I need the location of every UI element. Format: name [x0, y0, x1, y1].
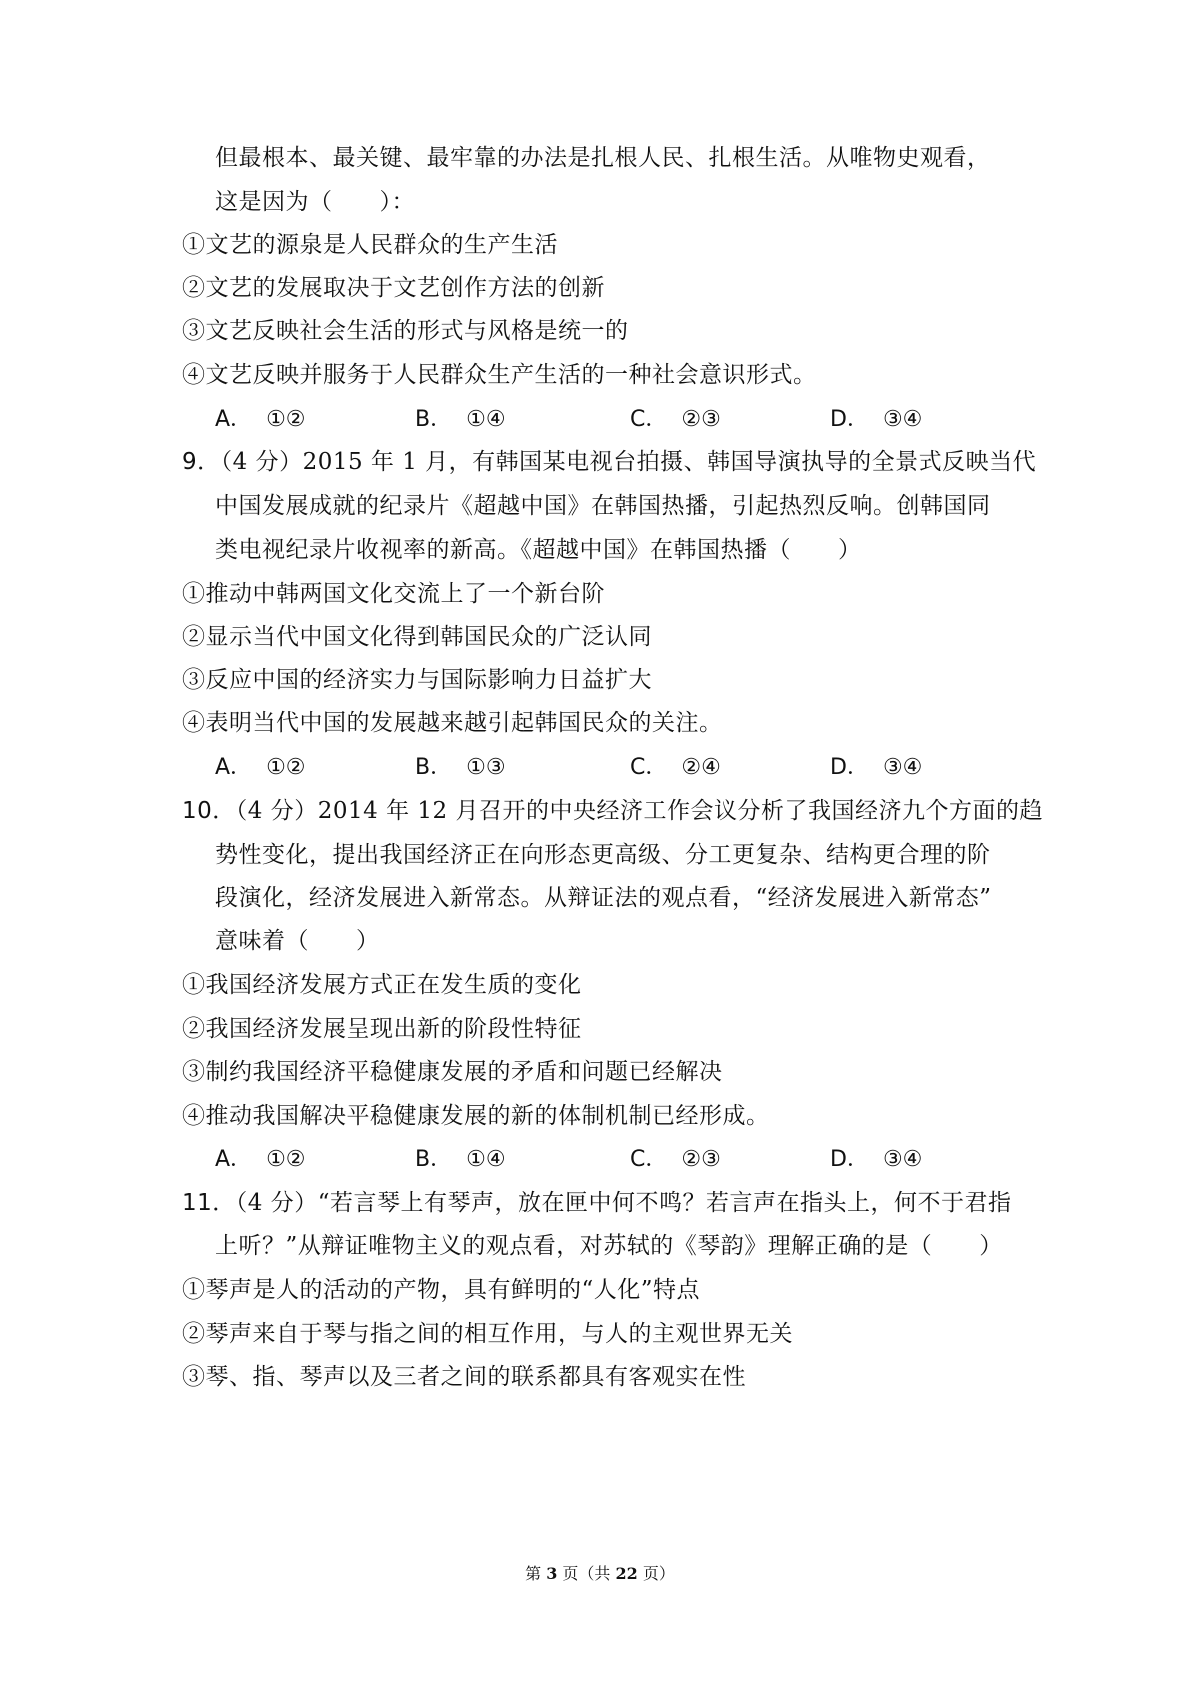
- q8-option-d[interactable]: D． ③④: [830, 407, 923, 432]
- q10-stem-line-2: 势性变化，提出我国经济正在向形态更高级、分工更复杂、结构更合理的阶: [215, 842, 991, 868]
- total-page-count: 22: [615, 1564, 638, 1583]
- q8-item-3: ③文艺反映社会生活的形式与风格是统一的: [182, 318, 629, 344]
- q8-option-a[interactable]: A． ①②: [215, 407, 306, 432]
- q10-item-3: ③制约我国经济平稳健康发展的矛盾和问题已经解决: [182, 1059, 723, 1085]
- q11-item-2: ②琴声来自于琴与指之间的相互作用，与人的主观世界无关: [182, 1321, 793, 1347]
- q11-stem-line-2: 上听？”从辩证唯物主义的观点看，对苏轼的《琴韵》理解正确的是（ ）: [215, 1233, 1003, 1259]
- q10-stem-line-4: 意味着（ ）: [215, 928, 380, 954]
- q10-stem-line-1: 10．（4 分）2014 年 12 月召开的中央经济工作会议分析了我国经济九个方面的趋: [182, 798, 1043, 824]
- q8-item-4: ④文艺反映并服务于人民群众生产生活的一种社会意识形式。: [182, 362, 817, 388]
- q9-stem-line-3: 类电视纪录片收视率的新高。《超越中国》在韩国热播（ ）: [215, 537, 862, 563]
- q11-number: 11．: [182, 1190, 236, 1216]
- q9-item-3: ③反应中国的经济实力与国际影响力日益扩大: [182, 667, 652, 693]
- q8-option-b[interactable]: B． ①④: [415, 407, 506, 432]
- q11-item-3: ③琴、指、琴声以及三者之间的联系都具有客观实在性: [182, 1364, 746, 1390]
- q8-item-2: ②文艺的发展取决于文艺创作方法的创新: [182, 275, 605, 301]
- q10-item-1: ①我国经济发展方式正在发生质的变化: [182, 972, 582, 998]
- q9-option-b[interactable]: B． ①③: [415, 755, 506, 780]
- q8-options: [215, 405, 975, 435]
- q10-item-4: ④推动我国解决平稳健康发展的新的体制机制已经形成。: [182, 1103, 770, 1129]
- q9-option-c[interactable]: C． ②④: [630, 755, 721, 780]
- q8-option-c[interactable]: C． ②③: [630, 407, 721, 432]
- q9-option-d[interactable]: D． ③④: [830, 755, 923, 780]
- q8-stem-line-1: 但最根本、最关键、最牢靠的办法是扎根人民、扎根生活。从唯物史观看，: [215, 145, 991, 171]
- q10-item-2: ②我国经济发展呈现出新的阶段性特征: [182, 1016, 582, 1042]
- q10-options: [215, 1145, 975, 1175]
- q10-number: 10．: [182, 798, 236, 824]
- page-footer: 第 3 页（共 22 页）: [525, 1564, 675, 1583]
- q10-option-d[interactable]: D． ③④: [830, 1147, 923, 1172]
- q11-item-1: ①琴声是人的活动的产物，具有鲜明的“人化”特点: [182, 1277, 701, 1303]
- q9-option-a[interactable]: A． ①②: [215, 755, 306, 780]
- q9-number: 9．: [182, 449, 221, 475]
- q10-option-b[interactable]: B． ①④: [415, 1147, 506, 1172]
- q10-option-a[interactable]: A． ①②: [215, 1147, 306, 1172]
- q8-item-1: ①文艺的源泉是人民群众的生产生活: [182, 232, 558, 258]
- q11-stem-line-1: 11．（4 分）“若言琴上有琴声，放在匣中何不鸣？若言声在指头上，何不于君指: [182, 1190, 1012, 1216]
- q9-item-4: ④表明当代中国的发展越来越引起韩国民众的关注。: [182, 710, 723, 736]
- q10-option-c[interactable]: C． ②③: [630, 1147, 721, 1172]
- q9-options: [215, 753, 975, 783]
- q8-stem-line-2: 这是因为（ ）：: [215, 189, 415, 215]
- q9-item-2: ②显示当代中国文化得到韩国民众的广泛认同: [182, 624, 652, 650]
- q9-stem-line-2: 中国发展成就的纪录片《超越中国》在韩国热播，引起热烈反响。创韩国同: [215, 493, 991, 519]
- q9-stem-line-1: 9．（4 分）2015 年 1 月，有韩国某电视台拍摄、韩国导演执导的全景式反映当代: [182, 449, 1037, 475]
- q10-stem-line-3: 段演化，经济发展进入新常态。从辩证法的观点看，“经济发展进入新常态”: [215, 885, 992, 911]
- current-page-number: 3: [546, 1564, 558, 1583]
- q9-item-1: ①推动中韩两国文化交流上了一个新台阶: [182, 581, 605, 607]
